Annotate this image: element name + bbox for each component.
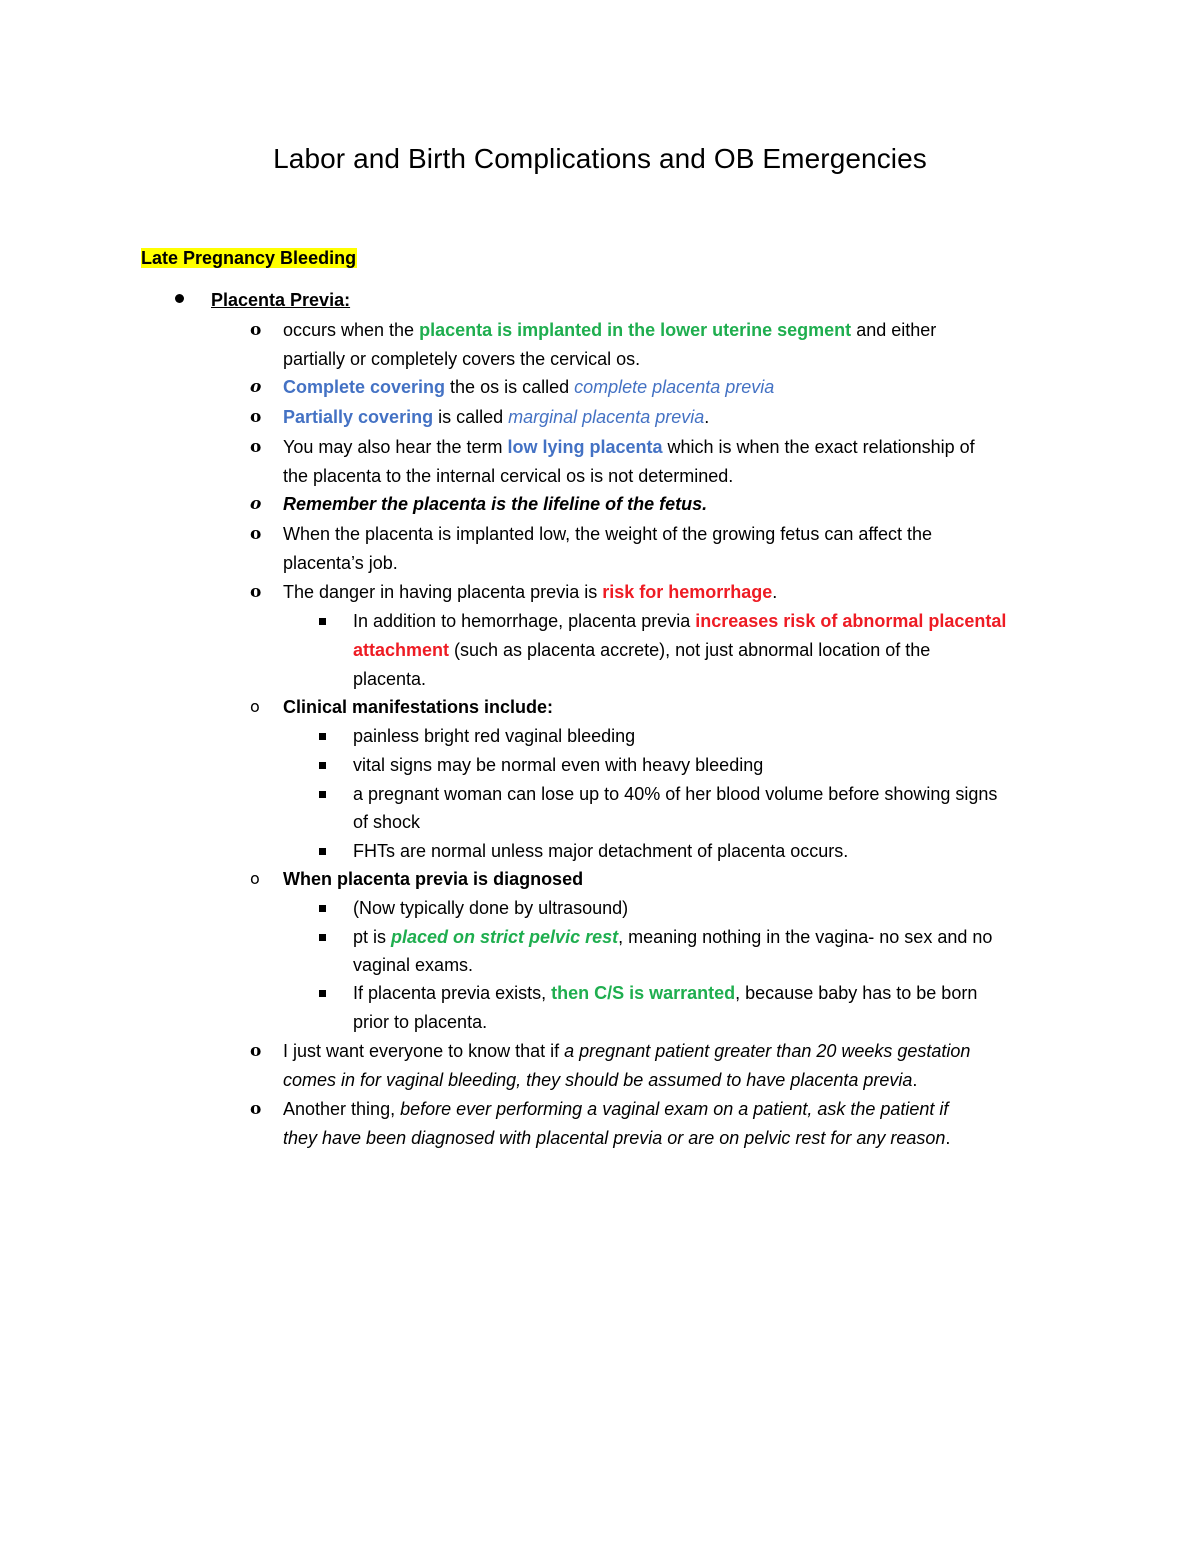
list-item-line: painless bright red vaginal bleeding [353, 726, 636, 746]
text-run: pt is [353, 927, 392, 947]
list-item-line [283, 578, 777, 606]
text-run-red: risk for hemorrhage [602, 582, 773, 602]
bullet-square-icon [319, 733, 326, 740]
text-run: Another thing, [283, 1099, 401, 1119]
bullet-square-icon [319, 905, 326, 912]
list-item-line: a pregnant woman can lose up to 40% of her blood volume before showing signs [353, 784, 998, 804]
list-item-line [283, 403, 709, 431]
text-run: . [945, 1128, 951, 1148]
list-item-line: FHTs are normal unless major detachment of placenta occurs. [353, 841, 849, 861]
bullet-o-icon: o [250, 697, 260, 716]
list-item-line [283, 1037, 970, 1065]
text-run: I just want everyone to know that if [283, 1041, 565, 1061]
list-item-line [353, 636, 930, 664]
bullet-disc-icon [175, 294, 184, 303]
text-run-italic: before ever performing a vaginal exam on a patient, ask the patient if [400, 1099, 949, 1119]
text-run-blue: Partially covering [283, 407, 434, 427]
text-run: is called [433, 407, 509, 427]
text-run: You may also hear the term [283, 437, 508, 457]
text-run-blue: low lying placenta [507, 437, 663, 457]
page-title: Labor and Birth Complications and OB Emergencies [273, 143, 927, 174]
text-run: . [772, 582, 778, 602]
list-item-line: vital signs may be normal even with heavy bleeding [353, 755, 764, 775]
bullet-square-icon [319, 934, 326, 941]
text-run: (such as placenta accrete), not just abnormal location of the [449, 640, 931, 660]
list-item-line: Remember the placenta is the lifeline of the fetus. [283, 494, 708, 514]
list-item-line: of shock [353, 812, 421, 832]
list-item-line: vaginal exams. [353, 955, 474, 975]
text-run-green: placenta is implanted in the lower uterine segment [419, 320, 852, 340]
bullet-o-icon: o [250, 407, 262, 427]
list-item-line [283, 1095, 948, 1123]
list-item-line: prior to placenta. [353, 1012, 488, 1032]
list-item-line [283, 316, 936, 344]
bullet-o-icon: o [250, 437, 262, 457]
text-run: . [704, 407, 710, 427]
bullet-o-icon: o [250, 869, 260, 888]
section-heading [141, 246, 357, 270]
text-run: occurs when the [283, 320, 420, 340]
bullet-square-icon [319, 791, 326, 798]
bullet-square-icon [319, 762, 326, 769]
list-item-line [283, 1124, 950, 1152]
text-run-red: attachment [353, 640, 450, 660]
section-heading-highlight: Late Pregnancy Bleeding [141, 248, 357, 268]
text-run: If placenta previa exists, [353, 983, 552, 1003]
text-run: the os is called [445, 377, 575, 397]
text-run: In addition to hemorrhage, placenta previa [353, 611, 696, 631]
text-run-italic: they have been diagnosed with placental previa or are on pelvic rest for any reason [283, 1128, 946, 1148]
text-run: which is when the exact relationship of [662, 437, 975, 457]
list-item-line: placenta. [353, 669, 427, 689]
list-item-line: (Now typically done by ultrasound) [353, 898, 629, 918]
bullet-o-icon: o [250, 377, 262, 397]
list-item-line: the placenta to the internal cervical os is not determined. [283, 466, 734, 486]
bullet-o-icon: o [250, 320, 262, 340]
bullet-square-icon [319, 848, 326, 855]
bullet-o-icon: o [250, 494, 262, 514]
text-run-blue: Complete covering [283, 377, 446, 397]
list-item-line: Clinical manifestations include: [283, 697, 554, 717]
list-item-line: When the placenta is implanted low, the weight of the growing fetus can affect the [283, 524, 933, 544]
list-item-line [353, 923, 992, 951]
bullet-o-icon: o [250, 1041, 262, 1061]
bullet-square-icon [319, 990, 326, 997]
list-item-line [283, 1066, 917, 1094]
topic-heading: Placenta Previa: [211, 290, 351, 310]
text-run-green: then C/S is warranted [551, 983, 736, 1003]
text-run: and either [851, 320, 937, 340]
text-run: The danger in having placenta previa is [283, 582, 603, 602]
list-item-line [353, 979, 977, 1007]
list-item-line [353, 607, 1006, 635]
bullet-o-icon: o [250, 582, 262, 602]
bullet-o-icon: o [250, 1099, 262, 1119]
list-item-line: partially or completely covers the cervical os. [283, 349, 641, 369]
text-run-blue: marginal placenta previa [508, 407, 705, 427]
text-run: . [912, 1070, 918, 1090]
list-item-line [283, 373, 774, 401]
list-item-line [283, 433, 975, 461]
text-run-italic: a pregnant patient greater than 20 weeks gestation [564, 1041, 971, 1061]
list-item-line: placenta’s job. [283, 553, 398, 573]
text-run-red: increases risk of abnormal placental [695, 611, 1007, 631]
bullet-o-icon: o [250, 524, 262, 544]
list-item-line: When placenta previa is diagnosed [283, 869, 584, 889]
text-run: , because baby has to be born [735, 983, 978, 1003]
bullet-square-icon [319, 618, 326, 625]
text-run-blue: complete placenta previa [574, 377, 775, 397]
text-run-italic: comes in for vaginal bleeding, they should be assumed to have placenta previa [283, 1070, 913, 1090]
text-run-green: placed on strict pelvic rest [391, 927, 619, 947]
text-run: , meaning nothing in the vagina- no sex and no [618, 927, 993, 947]
